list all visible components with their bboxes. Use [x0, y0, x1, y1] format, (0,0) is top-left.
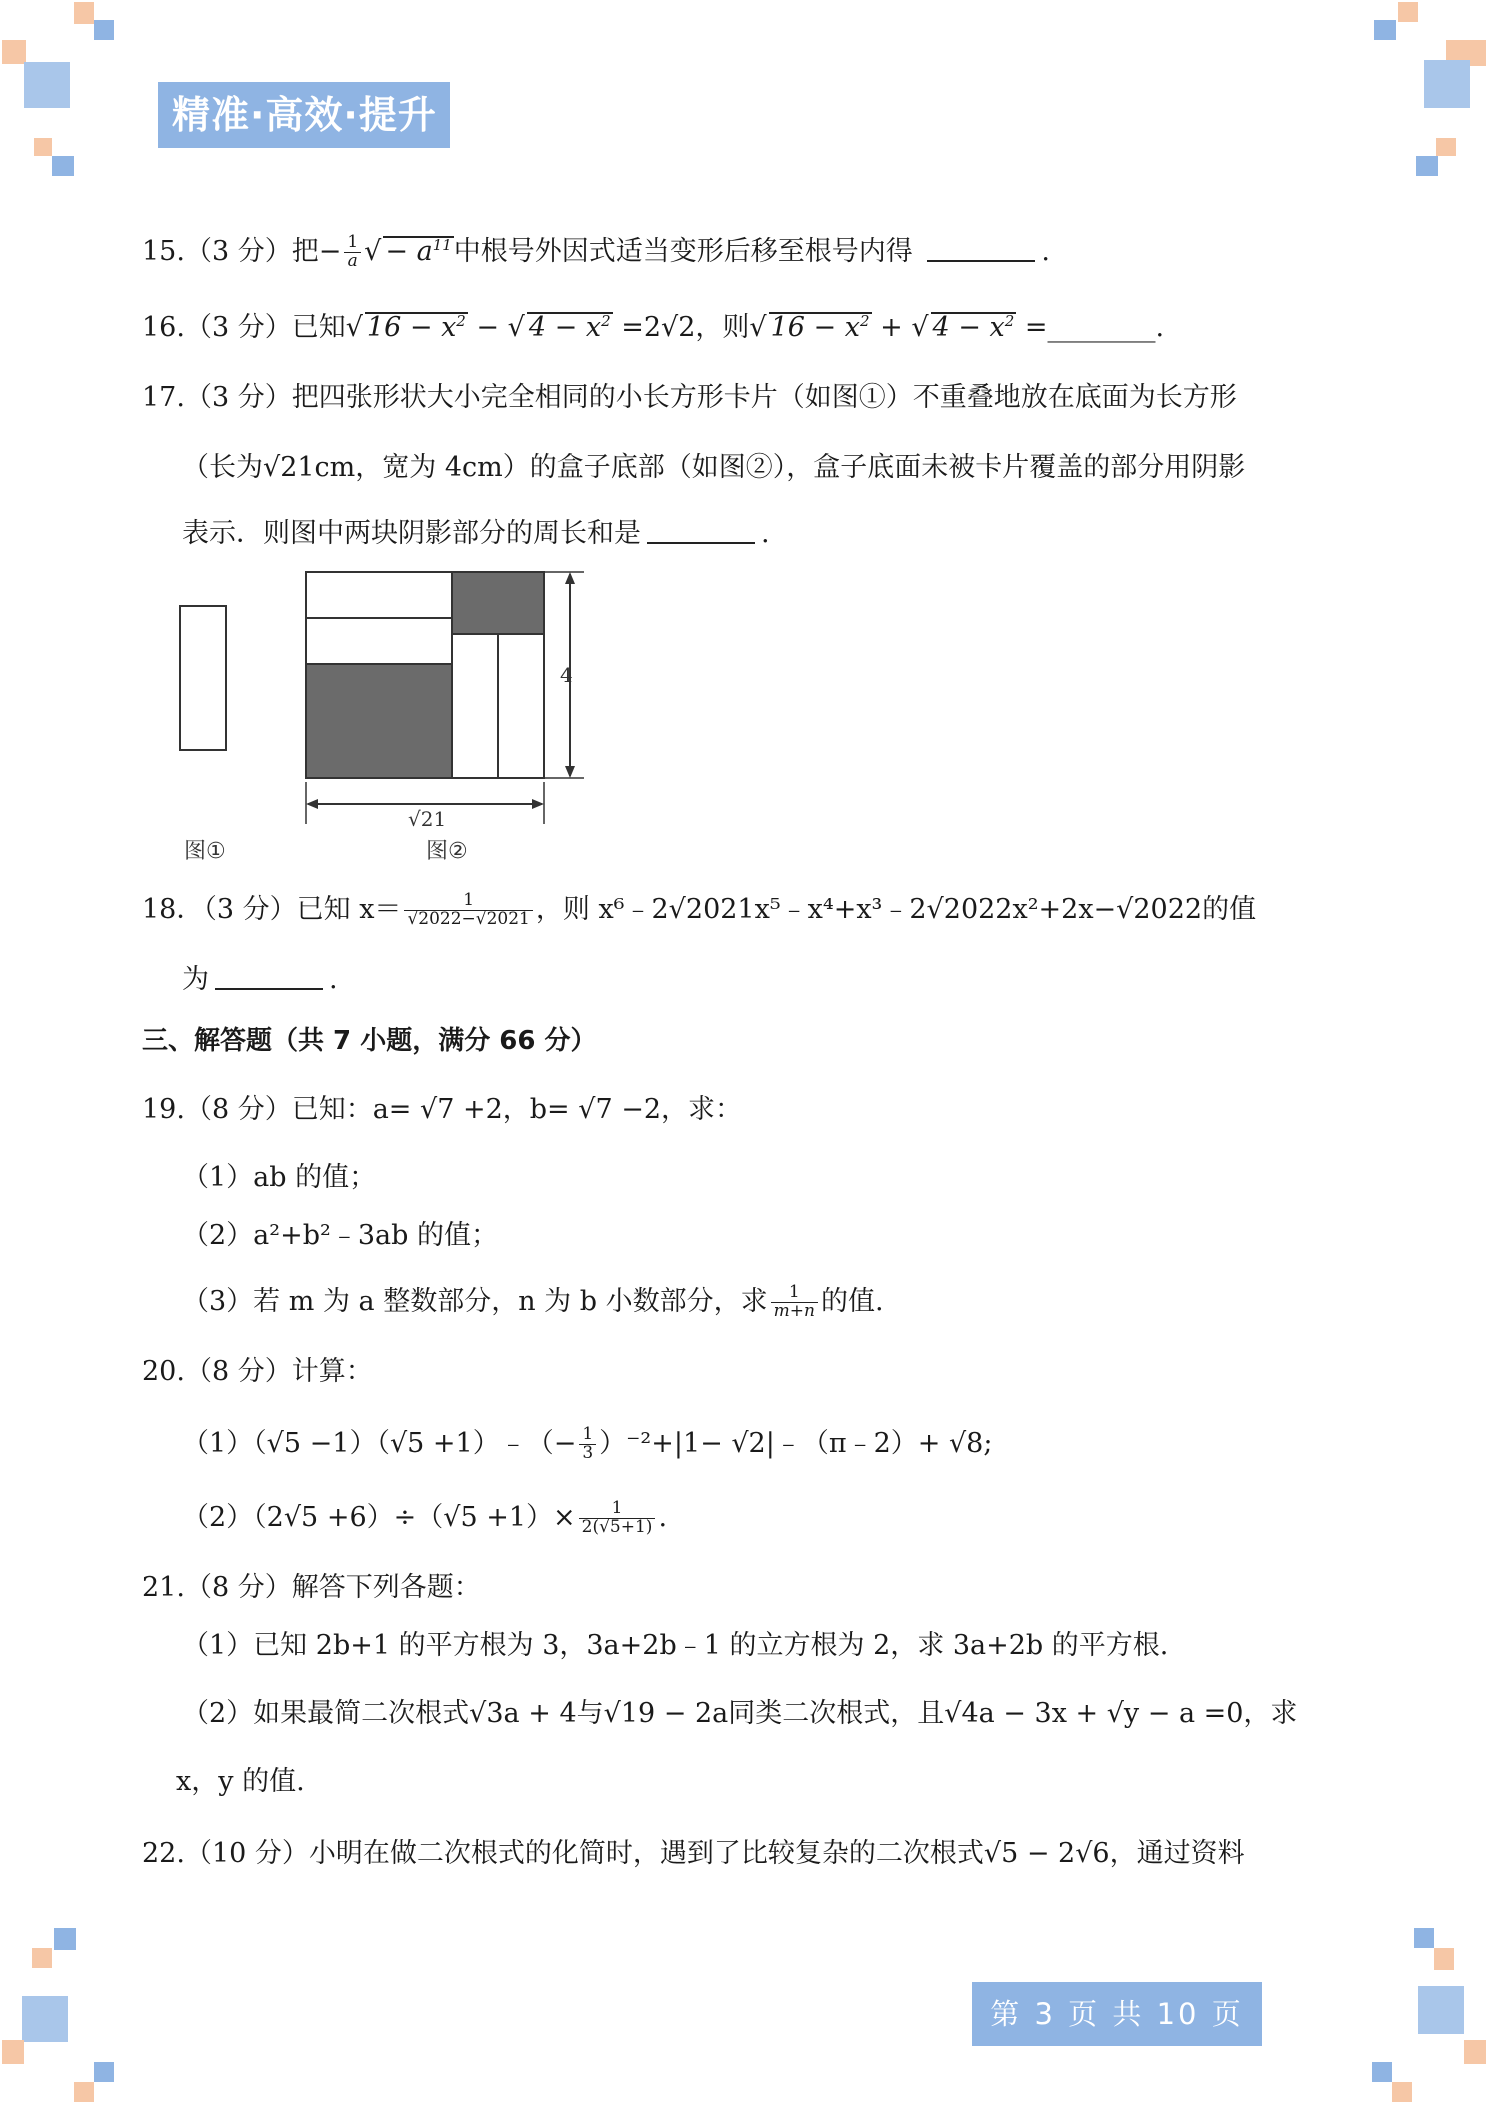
- q18-lead: 18．（3 分）已知 x＝: [142, 893, 402, 925]
- q15-end: .: [1041, 235, 1050, 267]
- question-15: [142, 234, 1050, 271]
- q16-end: =________.: [1024, 312, 1165, 343]
- q20-fraction-2: $\frac{1}{2(√5+1)}$: [579, 1500, 656, 1537]
- q15-fraction: $\frac{1}{a}$: [344, 234, 361, 271]
- q22-stem: 22.（10 分）小明在做二次根式的化简时，遇到了比较复杂的二次根式√5 − 2√6，通过资料: [142, 1838, 1245, 1869]
- q15-lead: 15.（3 分）把−: [142, 235, 342, 267]
- q15-tail: 中根号外因式适当变形后移至根号内得: [453, 235, 913, 267]
- q21-stem: 21.（8 分）解答下列各题：: [142, 1572, 481, 1603]
- q19-part-3: [182, 1284, 884, 1321]
- section-heading: 三、解答题（共 7 小题，满分 66 分）: [142, 1026, 597, 1056]
- figure1-card: [180, 606, 226, 750]
- question-18: [142, 892, 1256, 929]
- q20-part-2: [182, 1500, 667, 1537]
- q17-line-3: [182, 520, 770, 547]
- q21-part-2-continued: x，y 的值.: [176, 1766, 305, 1797]
- q20-part-2-b: .: [658, 1501, 668, 1533]
- shaded-region-left: [306, 664, 452, 778]
- answer-blank: [647, 542, 755, 544]
- q19-fraction: $\frac{1}{m+n}$: [771, 1284, 818, 1321]
- answer-blank: [215, 988, 323, 990]
- q19-part-1: （1）ab 的值；: [182, 1162, 377, 1193]
- q18-line-2-text: 为: [182, 964, 209, 995]
- q17-line-1: 17.（3 分）把四张形状大小完全相同的小长方形卡片（如图①）不重叠地放在底面为长方形: [142, 382, 1237, 413]
- figure2-label: 图②: [426, 839, 468, 864]
- q18-fraction: $\frac{1}{√2022-√2021}$: [404, 892, 532, 929]
- figure1-label: 图①: [184, 839, 226, 864]
- q16-mid: =2√2，则: [621, 312, 750, 343]
- q21-part-1: （1）已知 2b+1 的平方根为 3，3a+2b﹣1 的立方根为 2，求 3a+2b 的平方根.: [182, 1630, 1169, 1661]
- page-number: 第 3 页 共 10 页: [972, 1982, 1262, 2046]
- shaded-region-right: [452, 572, 544, 634]
- q16-lead: 16.（3 分）已知: [142, 312, 346, 343]
- q19-part-3-end: 的值.: [820, 1285, 884, 1317]
- q15-radical: √ − $a^{11}$: [364, 235, 452, 267]
- header-badge: 精准·高效·提升: [158, 82, 450, 148]
- q19-part-3-text: （3）若 m 为 a 整数部分，n 为 b 小数部分，求: [182, 1285, 768, 1317]
- q20-part-2-a: （2）（2√5 +6）÷（√5 +1）×: [182, 1501, 576, 1533]
- q20-fraction-1: $\frac{1}{3}$: [579, 1426, 596, 1463]
- q18-end: .: [329, 964, 338, 995]
- q18-mid: ，则 x⁶﹣2√2021x⁵﹣x⁴+x³﹣2√2022x²+2x−√2022的值: [535, 893, 1257, 925]
- q17-line-2: （长为√21cm，宽为 4cm）的盒子底部（如图②），盒子底面未被卡片覆盖的部分用阴影: [182, 452, 1246, 483]
- q20-part-1-b: ）⁻²+|1− √2|﹣（π﹣2）+ √8;: [599, 1427, 993, 1459]
- q19-part-2: （2）a²+b²﹣3ab 的值；: [182, 1220, 498, 1251]
- dim-width-label: √21: [408, 807, 447, 831]
- dim-height-label: 4: [560, 663, 573, 687]
- q21-part-2: （2）如果最简二次根式√3a + 4与√19 − 2a同类二次根式，且√4a − 3x + √y − a =0，求: [182, 1698, 1298, 1729]
- q20-stem: 20.（8 分）计算：: [142, 1356, 373, 1387]
- q17-figure: [172, 568, 592, 878]
- answer-blank: [927, 260, 1035, 262]
- q18-line-2: [182, 966, 338, 993]
- q17-end: .: [761, 518, 770, 549]
- q20-part-1-a: （1）（√5 −1）（√5 +1）﹣（−: [182, 1427, 577, 1459]
- question-16: 16.（3 分）已知√ $16 - x^2$ − √ $4 - x^2 =2√2$，则√ $16 - x^2$ + √ $4 - x^2$ =________.: [142, 312, 1165, 343]
- q19-stem: 19.（8 分）已知：a= √7 +2，b= √7 −2，求：: [142, 1094, 743, 1125]
- q20-part-1: [182, 1426, 992, 1463]
- q17-line-3-text: 表示．则图中两块阴影部分的周长和是: [182, 518, 641, 549]
